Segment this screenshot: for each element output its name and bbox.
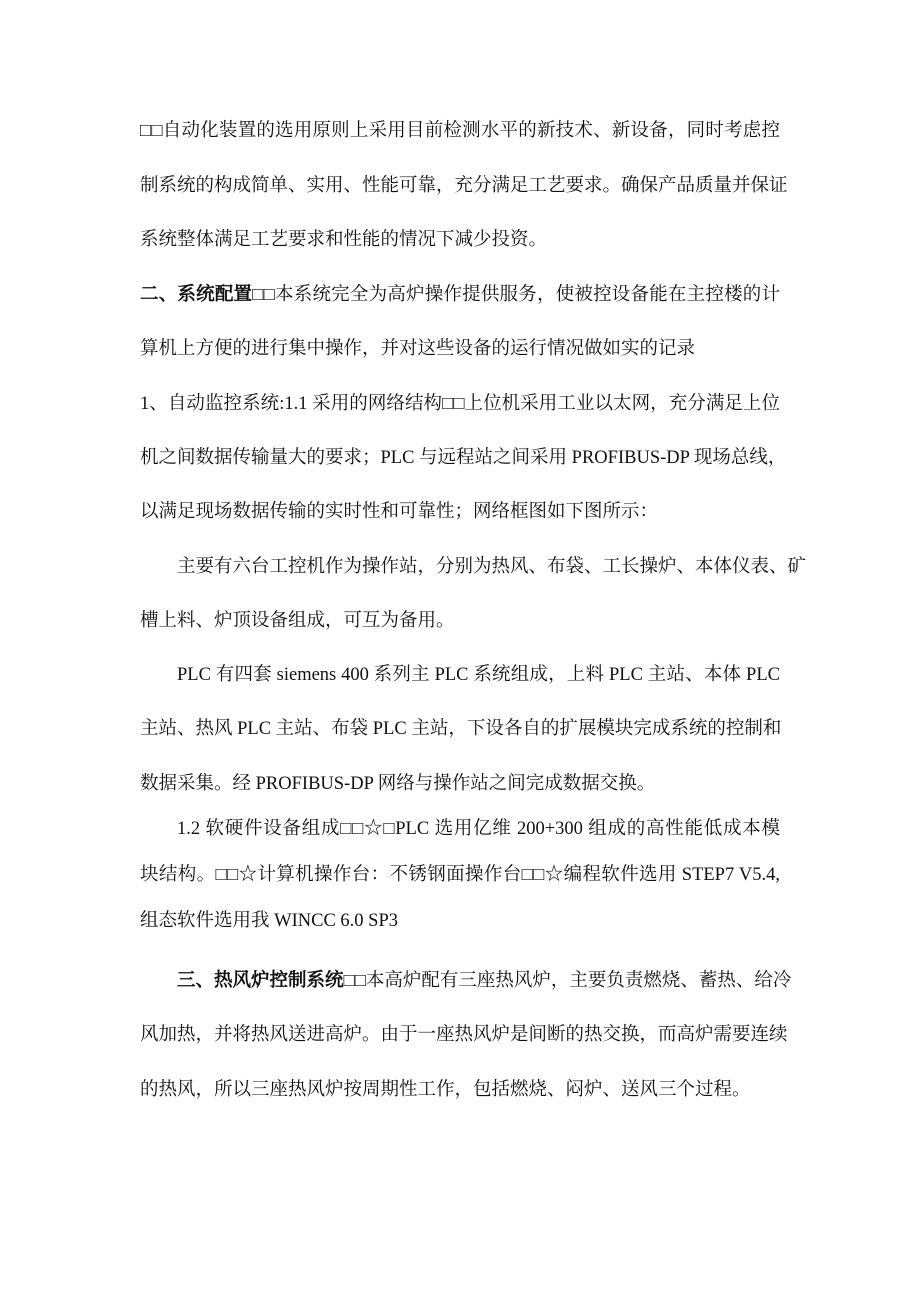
paragraph-2-line-2: 算机上方便的进行集中操作，并对这些设备的运行情况做如实的记录	[140, 339, 696, 359]
paragraph-5-line-3: 数据采集。经 PROFIBUS-DP 网络与操作站之间完成数据交换。	[140, 774, 656, 794]
paragraph-6-line-1: 1.2 软硬件设备组成□□☆□PLC 选用亿维 200+300 组成的高性能低成本模	[177, 819, 780, 839]
paragraph-5-line-2: 主站、热风 PLC 主站、布袋 PLC 主站，下设各自的扩展模块完成系统的控制和	[140, 719, 782, 739]
paragraph-1-line-1: □□自动化装置的选用原则上采用目前检测水平的新技术、新设备，同时考虑控	[140, 121, 780, 141]
paragraph-5-line-1: PLC 有四套 siemens 400 系列主 PLC 系统组成，上料 PLC 主站、本体 PLC	[177, 665, 780, 685]
paragraph-1-line-2: 制系统的构成简单、实用、性能可靠，充分满足工艺要求。确保产品质量并保证	[140, 176, 788, 196]
paragraph-7-text: □□本高炉配有三座热风炉，主要负责燃烧、蓄热、给冷	[343, 971, 792, 991]
paragraph-3-line-2: 机之间数据传输量大的要求；PLC 与远程站之间采用 PROFIBUS-DP 现场总线，	[140, 448, 787, 468]
section-heading-3: 三、热风炉控制系统	[177, 971, 344, 991]
paragraph-1-line-3: 系统整体满足工艺要求和性能的情况下减少投资。	[140, 230, 548, 250]
paragraph-6-line-3: 组态软件选用我 WINCC 6.0 SP3	[140, 911, 398, 931]
paragraph-2-text: □□本系统完全为高炉操作提供服务，使被控设备能在主控楼的计	[252, 285, 780, 305]
paragraph-4-line-1: 主要有六台工控机作为操作站，分别为热风、布袋、工长操炉、本体仪表、矿	[177, 557, 807, 577]
paragraph-7-line-1	[177, 969, 792, 993]
paragraph-3-line-3: 以满足现场数据传输的实时性和可靠性；网络框图如下图所示：	[140, 502, 659, 522]
paragraph-3-line-1: 1、自动监控系统:1.1 采用的网络结构□□上位机采用工业以太网，充分满足上位	[140, 394, 780, 414]
section-heading-2: 二、系统配置	[140, 285, 253, 305]
paragraph-6-line-2: 块结构。□□☆计算机操作台：不锈钢面操作台□□☆编程软件选用 STEP7 V5.4,	[140, 865, 780, 885]
paragraph-7-line-3: 的热风，所以三座热风炉按周期性工作，包括燃烧、闷炉、送风三个过程。	[140, 1080, 751, 1100]
paragraph-7-line-2: 风加热，并将热风送进高炉。由于一座热风炉是间断的热交换，而高炉需要连续	[140, 1025, 788, 1045]
paragraph-2-line-1	[140, 283, 780, 307]
paragraph-4-line-2: 槽上料、炉顶设备组成，可互为备用。	[140, 611, 455, 631]
